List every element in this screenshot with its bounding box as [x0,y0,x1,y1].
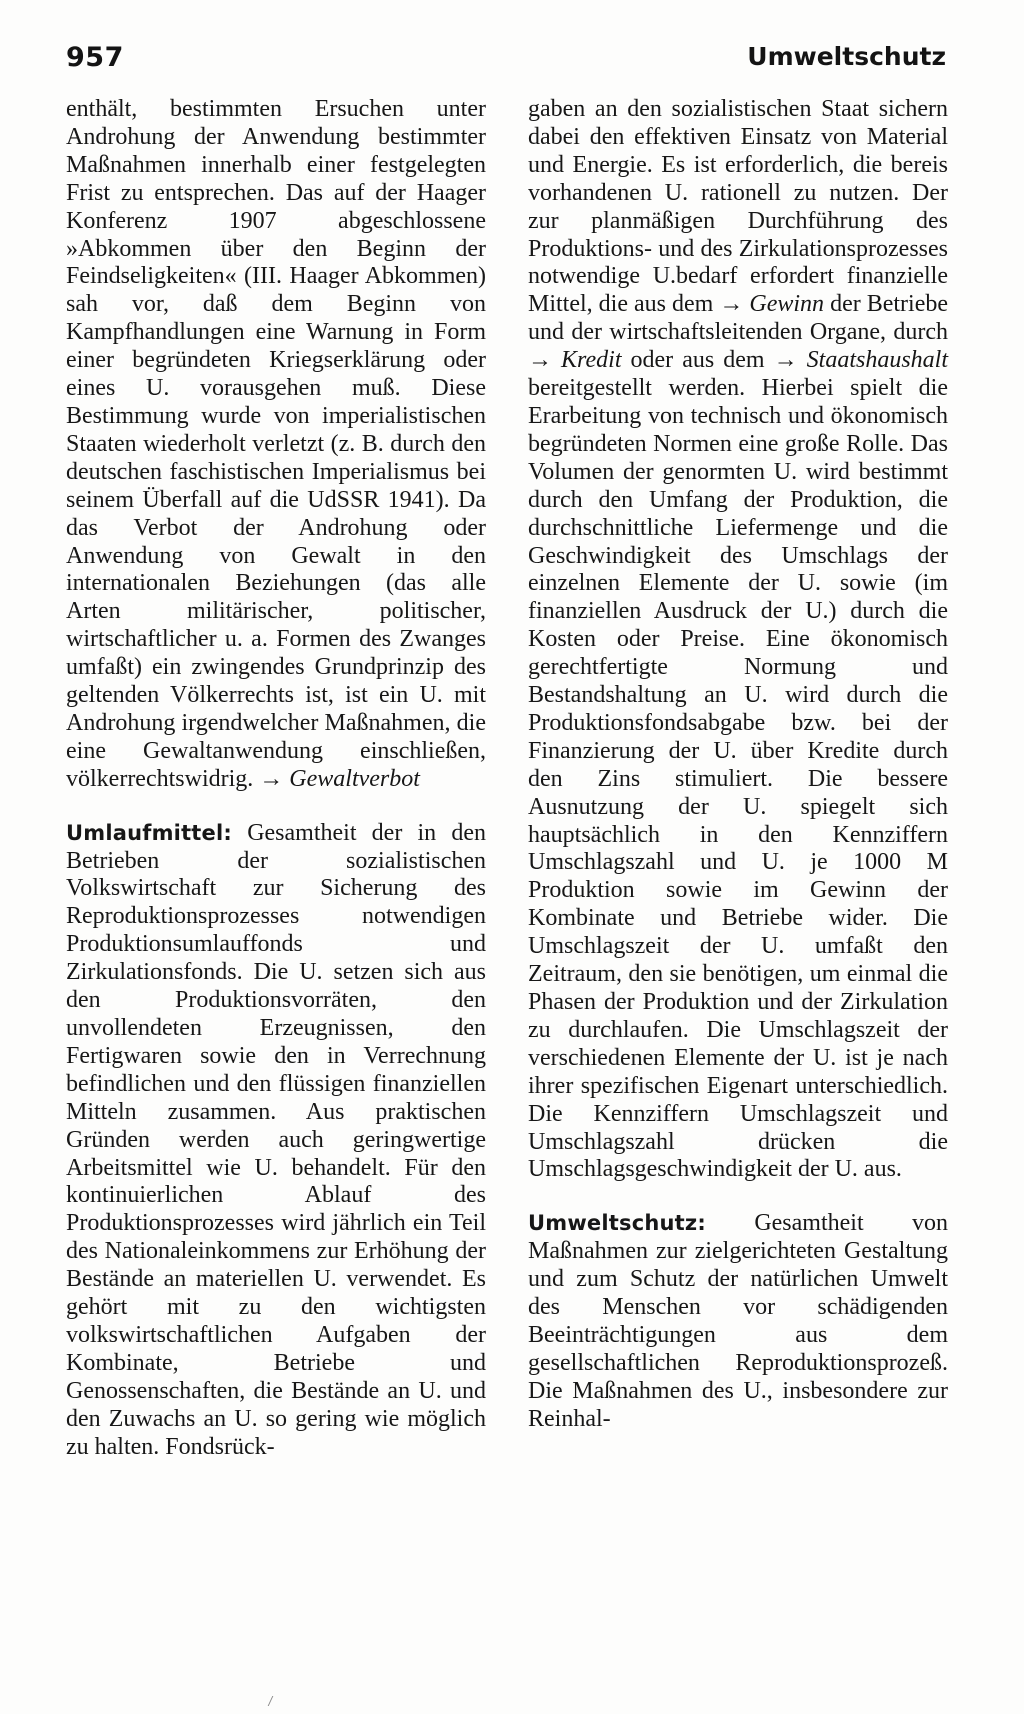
continued-text-d: bereitgestellt werden. Hierbei spielt die Erarbeitung von technisch und ökonomisch begründeten Normen eine große Rolle. Das Volumen der genormten U. wird bestimmt durch den Umfang der Produktion, die durchschnittliche Liefermenge und die Geschwindigkeit des Umschlags der einzelnen Elemente der U. sowie (im finanziellen Ausdruck der U.) durch die Kosten oder Preise. Eine ökonomisch gerechtfertigte Normung und Bestandshaltung an U. wird durch die Produktionsfondsabgabe bzw. bei der Finanzierung der U. über Kredite durch den Zins stimuliert. Die bessere Ausnutzung der U. spiegelt sich hauptsächlich in den Kennziffern Umschlagszahl und U. je 1000 M Produktion sowie im Gewinn der Kombinate und Betriebe wider. Die Umschlagszeit der U. umfaßt den Zeitraum, den sie benötigen, um einmal die Phasen der Produktion und der Zirkulation zu durchlaufen. Die Umschlagszeit der verschiedenen Elemente der U. ist je nach ihrer spezifischen Eigenart unterschiedlich. Die Kennziffern Umschlagszeit und Umschlagszahl drücken die Umschlagsgeschwindigkeit der U. aus. [528,375,948,1183]
right-column [528,96,948,1434]
cross-reference-kredit: → Kredit [528,347,622,374]
left-column [66,96,486,1462]
continued-text-c: oder aus dem [630,347,765,374]
entry-term-umlaufmittel: Umlaufmittel: [66,820,232,845]
entry-umweltschutz [528,1210,948,1433]
continued-entry-text [66,96,486,794]
cross-reference-staatshaushalt: → Staatshaushalt [773,347,948,374]
entry-text-umweltschutz: Gesamtheit von Maßnahmen zur zielgerichteten Gestaltung und zum Schutz der natürlichen Umwelt des Menschen vor schädigenden Beeinträchtigungen aus dem gesellschaftlichen Reproduktionsprozeß. Die Maßnahmen des U., insbesondere zur Reinhal- [528,1210,948,1432]
print-mark [268,1696,278,1706]
entry-text-umlaufmittel: Gesamtheit der in den Betrieben der sozialistischen Volkswirtschaft zur Sicherung des Reproduktionsprozesses notwendigen Produktionsumlauffonds und Zirkulationsfonds. Die U. setzen sich aus den Produktionsvorräten, den unvollendeten Erzeugnissen, den Fertigwaren sowie den in Verrechnung befindlichen und den flüssigen finanziellen Mitteln zusammen. Aus praktischen Gründen werden auch geringwertige Arbeitsmittel wie U. behandelt. Für den kontinuierlichen Ablauf des Produktionsprozesses wird jährlich ein Teil des Nationaleinkommens zur Erhöhung der Bestände an materiellen U. verwendet. Es gehört mit zu den wichtigsten volkswirtschaftlichen Aufgaben der Kombinate, Betriebe und Genossenschaften, die Bestände an U. und den Zuwachs an U. so gering wie möglich zu halten. Fondsrück- [66,819,487,1460]
continued-text-b: der Betriebe und der wirtschaftsleitenden Organe, durch [528,291,949,346]
entry-term-umweltschutz: Umweltschutz: [528,1211,706,1236]
page-number: 957 [66,42,124,73]
running-head: Umweltschutz [747,42,946,71]
cross-reference-gewinn: → Gewinn [719,291,825,318]
entry-umlaufmittel [66,820,486,1462]
continued-entry-body: enthält, bestimmten Ersuchen unter Androhung der Anwendung bestimmter Maßnahmen innerhalb einer festgelegten Frist zu entsprechen. Das auf der Haager Konferenz 1907 abgeschlossene »Abkommen über den Beginn der Feindseligkeiten« (III. Haager Abkommen) sah vor, daß dem Beginn von Kampfhandlungen eine Warnung in Form einer begründeten Kriegserklärung oder eines U. vorausgehen muß. Diese Bestimmung wurde von imperialistischen Staaten wiederholt verletzt (z. B. durch den deutschen faschistischen Imperialismus bei seinem Überfall auf die UdSSR 1941). Da das Verbot der Androhung oder Anwendung von Gewalt in den internationalen Beziehungen (das alle Arten militärischer, politischer, wirtschaftlicher u. a. Formen des Zwanges umfaßt) ein zwingendes Grundprinzip des geltenden Völkerrechts ist, ist ein U. mit Androhung irgendwelcher Maßnahmen, die eine Gewaltanwendung einschließen, völkerrechtswidrig. [66,96,486,792]
continued-text-a: gaben an den sozialistischen Staat sichern dabei den effektiven Einsatz von Material und Energie. Es ist erforderlich, die bereis vorhandenen U. rationell zu nutzen. Der zur planmäßigen Durchführung des Produktions- und des Zirkulationsprozesses notwendige U.bedarf erfordert finanzielle Mittel, die aus dem [528,96,948,318]
cross-reference-gewaltverbot: → Gewaltverbot [259,765,420,792]
continued-entry-umlaufmittel [528,96,948,1184]
